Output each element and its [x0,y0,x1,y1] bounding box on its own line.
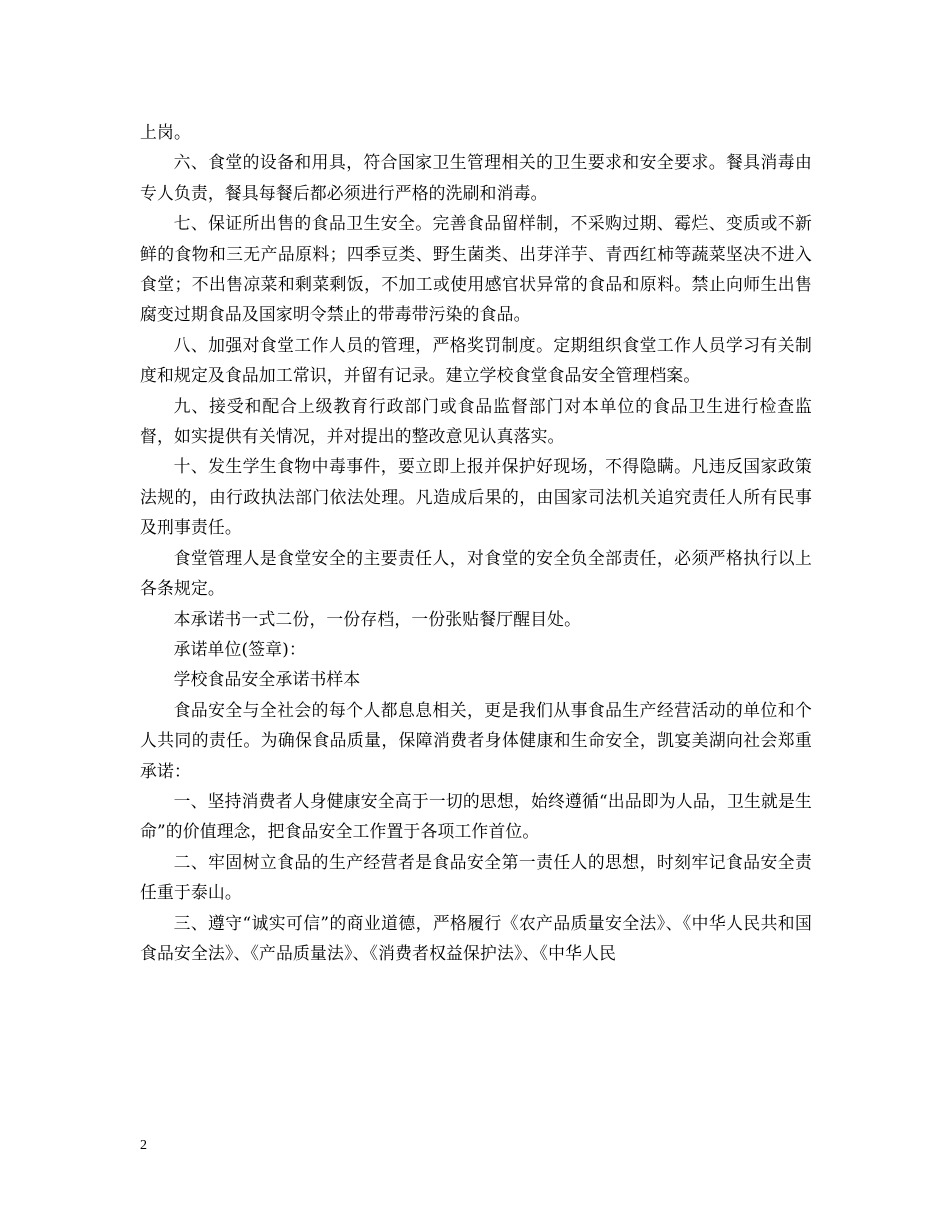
paragraph-5: 十、发生学生食物中毒事件，要立即上报并保护好现场，不得隐瞒。凡违反国家政策法规的，由行政执法部门依法处理。凡造成后果的，由国家司法机关追究责任人所有民事及刑事责任。 [140,456,812,538]
paragraph-11: 一、坚持消费者人身健康安全高于一切的思想，始终遵循“出品即为人品，卫生就是生命”的价值理念，把食品安全工作置于各项工作首位。 [140,790,812,842]
paragraph-7: 本承诺书一式二份，一份存档，一份张贴餐厅醒目处。 [173,608,582,629]
paragraph-9: 学校食品安全承诺书样本 [173,669,361,690]
page-number: 2 [140,1138,147,1153]
paragraph-6: 食堂管理人是食堂安全的主要责任人，对食堂的安全负全部责任，必须严格执行以上各条规定。 [140,547,812,599]
paragraph-13: 三、遵守“诚实可信”的商业道德，严格履行《农产品质量安全法》、《中华人民共和国食品安全法》、《产品质量法》、《消费者权益保护法》、《中华人民 [140,912,812,963]
paragraph-2: 七、保证所出售的食品卫生安全。完善食品留样制，不采购过期、霉烂、变质或不新鲜的食物和三无产品原料；四季豆类、野生菌类、出芽洋芋、青西红柿等蔬菜坚决不进入食堂；不出售凉菜和剩菜剩饭，不加工或使用感官状异常的食品和原料。禁止向师生出售腐变过期食品及国家明令禁止的带毒带污染的食品。 [140,213,812,325]
paragraph-4: 九、接受和配合上级教育行政部门或食品监督部门对本单位的食品卫生进行检查监督，如实提供有关情况，并对提出的整改意见认真落实。 [140,395,812,447]
paragraph-1: 六、食堂的设备和用具，符合国家卫生管理相关的卫生要求和安全要求。餐具消毒由专人负责，餐具每餐后都必须进行严格的洗刷和消毒。 [140,152,812,203]
paragraph-12: 二、牢固树立食品的生产经营者是食品安全第一责任人的思想，时刻牢记食品安全责任重于泰山。 [140,851,812,903]
paragraph-10: 食品安全与全社会的每个人都息息相关，更是我们从事食品生产经营活动的单位和个人共同的责任。为确保食品质量，保障消费者身体健康和生命安全，凯宴美湖向社会郑重承诺： [140,699,812,781]
paragraph-0: 上岗。 [140,122,191,142]
paragraph-8: 承诺单位(签章)： [173,638,306,659]
document-body [140,117,812,968]
paragraph-3: 八、加强对食堂工作人员的管理，严格奖罚制度。定期组织食堂工作人员学习有关制度和规定及食品加工常识，并留有记录。建立学校食堂食品安全管理档案。 [140,334,812,386]
